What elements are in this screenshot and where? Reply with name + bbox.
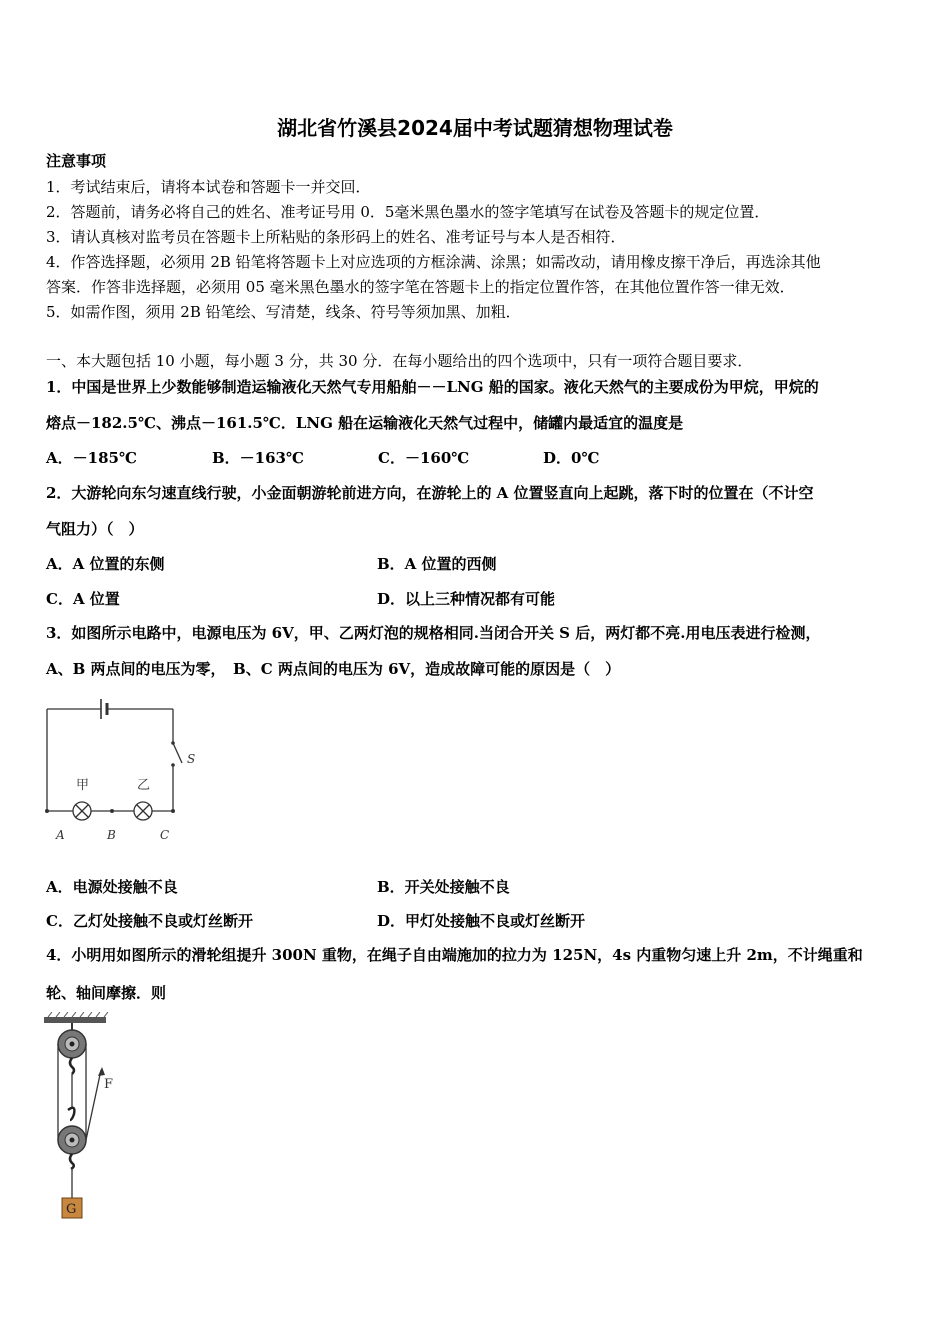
q3-option-c: C．乙灯处接触不良或灯丝断开: [46, 912, 253, 930]
q1-stem-line2: 熔点－182.5℃、沸点－161.5℃．LNG 船在运输液化天然气过程中，储罐内最适宜的温度是: [46, 414, 684, 432]
pulley-diagram: [40, 1012, 130, 1227]
q3-option-a: A．电源处接触不良: [46, 878, 178, 896]
node-b: [110, 809, 114, 813]
q4-stem-line2: 轮、轴间摩擦．则: [46, 984, 167, 1002]
force-label: F: [104, 1077, 114, 1092]
q2-stem-line1: 2．大游轮向东匀速直线行驶，小金面朝游轮前进方向，在游轮上的 A 位置竖直向上起跳，落下时的位置在（不计空: [46, 484, 814, 502]
q1-option-a: A．－185℃: [46, 449, 137, 467]
lamp-yi-label: 乙: [137, 778, 151, 793]
ceiling: [44, 1017, 106, 1023]
page-title: 湖北省竹溪县2024届中考试题猜想物理试卷: [277, 116, 673, 140]
circuit-diagram: [40, 695, 210, 850]
q3-option-b: B．开关处接触不良: [377, 878, 510, 896]
notice-item: 4．作答选择题，必须用 2B 铅笔将答题卡上对应选项的方框涂满、涂黑；如需改动，请用橡皮擦干净后，再选涂其他: [46, 253, 821, 271]
notice-heading: 注意事项: [46, 152, 107, 170]
q2-option-d: D．以上三种情况都有可能: [377, 590, 556, 608]
notice-item: 3．请认真核对监考员在答题卡上所粘贴的条形码上的姓名、准考证号与本人是否相符．: [46, 228, 626, 246]
point-b-label: B: [107, 828, 116, 842]
q2-option-a: A．A 位置的东侧: [46, 555, 165, 573]
notice-item: 答案．作答非选择题，必须用 05 毫米黑色墨水的签字笔在答题卡上的指定位置作答，在其他位置作答一律无效．: [46, 278, 795, 296]
node-c: [171, 809, 175, 813]
weight-label: G: [66, 1202, 77, 1217]
section-heading: 一、本大题包括 10 小题，每小题 3 分，共 30 分．在每小题给出的四个选项中，只有一项符合题目要求．: [46, 352, 753, 370]
switch-label: S: [187, 752, 196, 766]
q2-option-b: B．A 位置的西侧: [377, 555, 497, 573]
movable-pulley: [58, 1108, 86, 1198]
notice-item: 5．如需作图，须用 2B 铅笔绘、写清楚，线条、符号等须加黑、加粗．: [46, 303, 521, 321]
q2-option-c: C．A 位置: [46, 590, 120, 608]
q3-option-d: D．甲灯处接触不良或灯丝断开: [377, 912, 586, 930]
notice-item: 1．考试结束后，请将本试卷和答题卡一并交回．: [46, 178, 371, 196]
lamp-jia-label: 甲: [76, 778, 90, 793]
q1-option-d: D．0℃: [543, 449, 600, 467]
point-c-label: C: [160, 828, 170, 842]
switch-contact: [171, 741, 175, 745]
q3-stem-line1: 3．如图所示电路中，电源电压为 6V，甲、乙两灯泡的规格相同.当闭合开关 S 后，两灯都不亮.用电压表进行检测，: [46, 624, 821, 642]
q4-stem-line1: 4．小明用如图所示的滑轮组提升 300N 重物，在绳子自由端施加的拉力为 125N，4s 内重物匀速上升 2m，不计绳重和: [46, 946, 863, 964]
q1-option-b: B．－163℃: [212, 449, 304, 467]
node-a: [45, 809, 49, 813]
fixed-pulley: [58, 1023, 86, 1074]
q2-stem-line2: 气阻力）（ ）: [46, 520, 144, 538]
q3-stem-line2: A、B 两点间的电压为零， B、C 两点间的电压为 6V，造成故障可能的原因是（ ）: [46, 660, 621, 678]
q1-option-c: C．－160℃: [378, 449, 470, 467]
q1-stem-line1: 1．中国是世界上少数能够制造运输液化天然气专用船舶－－LNG 船的国家。液化天然气的主要成份为甲烷，甲烷的: [46, 378, 819, 396]
force-arrow-head: [98, 1067, 105, 1076]
notice-item: 2．答题前，请务必将自己的姓名、准考证号用 0．5毫米黑色墨水的签字笔填写在试卷及答题卡的规定位置．: [46, 203, 770, 221]
switch-contact: [171, 763, 175, 767]
point-a-label: A: [56, 828, 65, 842]
